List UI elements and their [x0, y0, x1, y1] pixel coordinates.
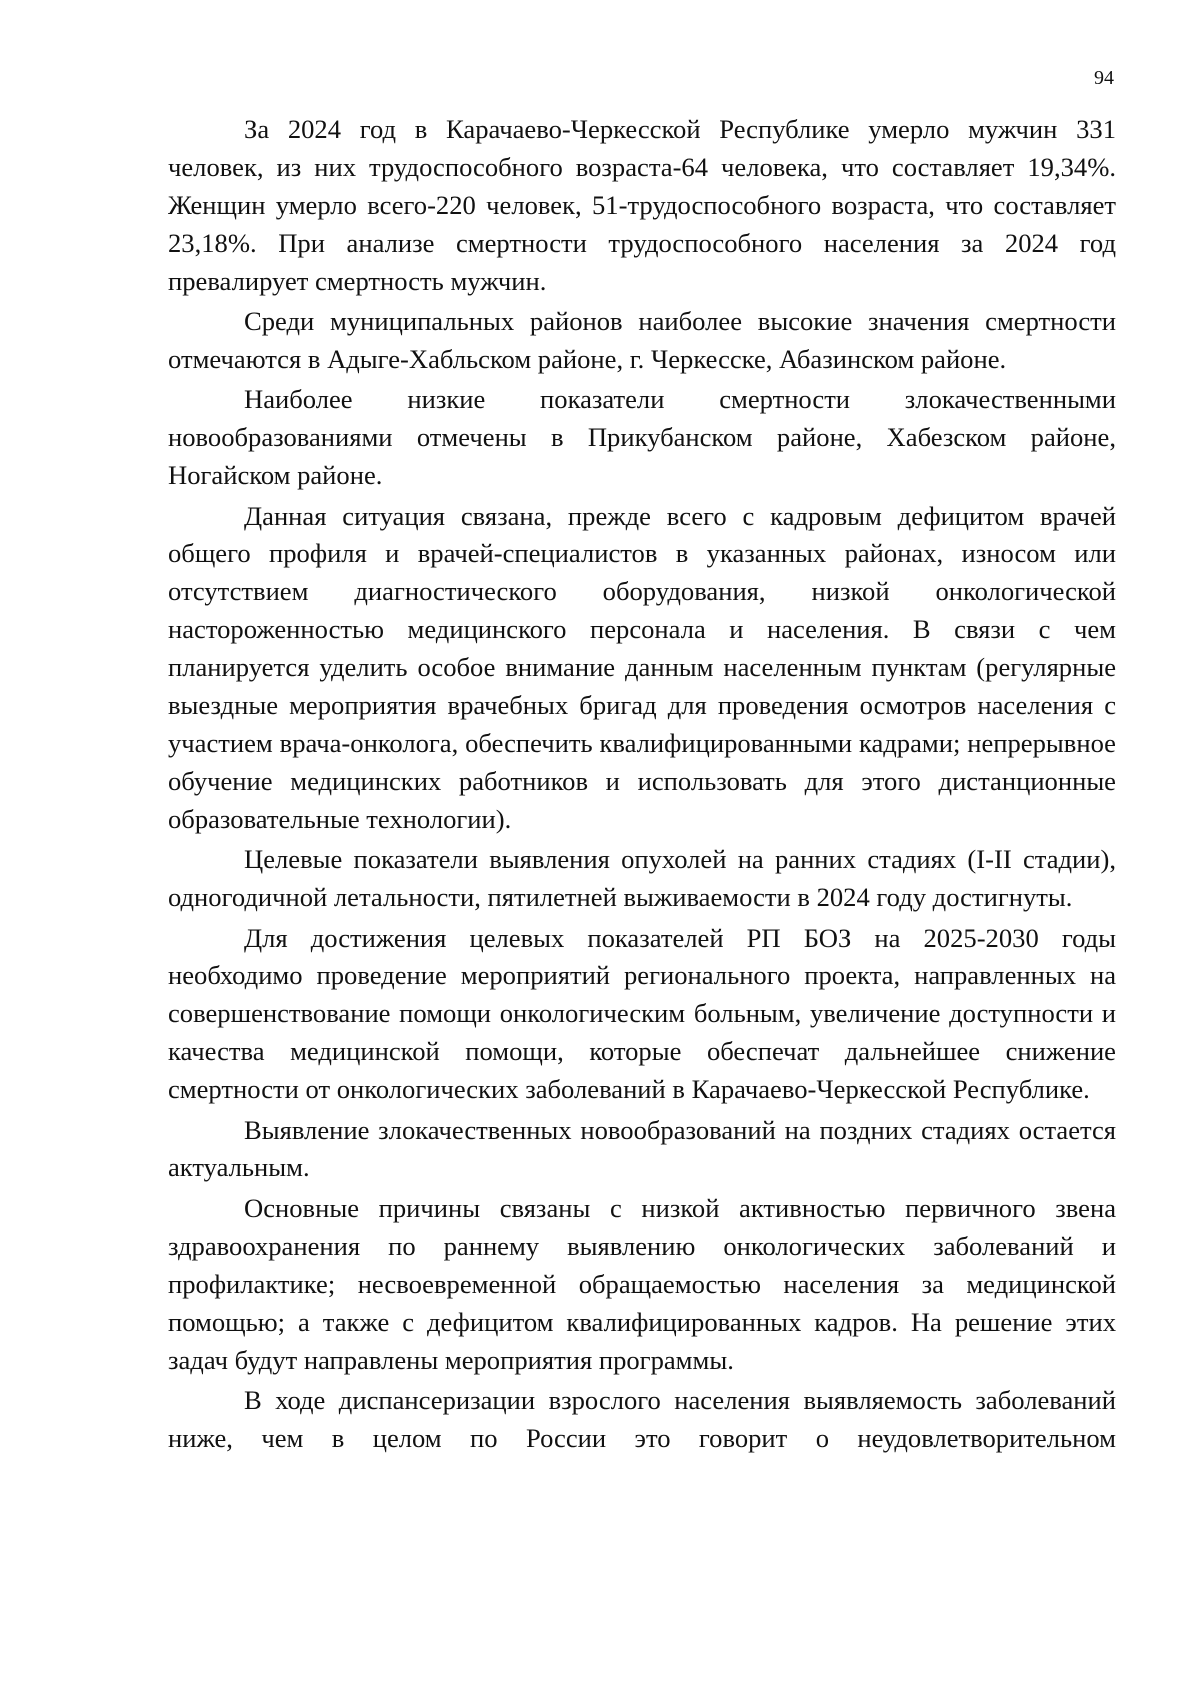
paragraph-9: В ходе диспансеризации взрослого населения выявляемость заболеваний ниже, чем в целом по России это говорит о неудовлетворительном	[168, 1384, 1116, 1453]
paragraph-2: Среди муниципальных районов наиболее высокие значения смертности отмечаются в Адыге-Хабльском районе, г. Черкесске, Абазинском районе.	[168, 306, 1116, 374]
paragraph-6: Для достижения целевых показателей РП БОЗ на 2025-2030 годы необходимо проведение мероприятий регионального проекта, направленных на совершенствование помощи онкологическим больным, увеличение доступности и качества медицинской помощи, которые обеспечат дальнейшее снижение смертности от онкологических заболеваний в Карачаево-Черкесской Республике.	[168, 922, 1116, 1105]
paragraph-3: Наиболее низкие показатели смертности злокачественными новообразованиями отмечены в Прикубанском районе, Хабезском районе, Ногайском районе.	[168, 384, 1116, 491]
paragraph-4: Данная ситуация связана, прежде всего с кадровым дефицитом врачей общего профиля и врачей-специалистов в указанных районах, износом или отсутствием диагностического оборудования, низкой онкологической настороженностью медицинского персонала и населения. В связи с чем планируется уделить особое внимание данным населенным пунктам (регулярные выездные мероприятия врачебных бригад для проведения осмотров населения с участием врача-онколога, обеспечить квалифицированными кадрами; непрерывное обучение медицинских работников и использовать для этого дистанционные образовательные технологии).	[168, 500, 1116, 834]
document-body	[168, 111, 1116, 1460]
paragraph-1: За 2024 год в Карачаево-Черкесской Республике умерло мужчин 331 человек, из них трудоспособного возраста-64 человека, что составляет 19,34%. Женщин умерло всего-220 человек, 51-трудоспособного возраста, что составляет 23,18%. При анализе смертности трудоспособного населения за 2024 год превалирует смертность мужчин.	[168, 114, 1116, 296]
page-number: 94	[1094, 67, 1114, 89]
paragraph-7: Выявление злокачественных новообразований на поздних стадиях остается актуальным.	[168, 1114, 1116, 1183]
paragraph-8: Основные причины связаны с низкой активностью первичного звена здравоохранения по раннему выявлению онкологических заболеваний и профилактике; несвоевременной обращаемостью населения за медицинской помощью; а также с дефицитом квалифицированных кадров. На решение этих задач будут направлены мероприятия программы.	[168, 1192, 1116, 1375]
paragraph-5: Целевые показатели выявления опухолей на ранних стадиях (I-II стадии), одногодичной летальности, пятилетней выживаемости в 2024 году достигнуты.	[168, 844, 1116, 913]
